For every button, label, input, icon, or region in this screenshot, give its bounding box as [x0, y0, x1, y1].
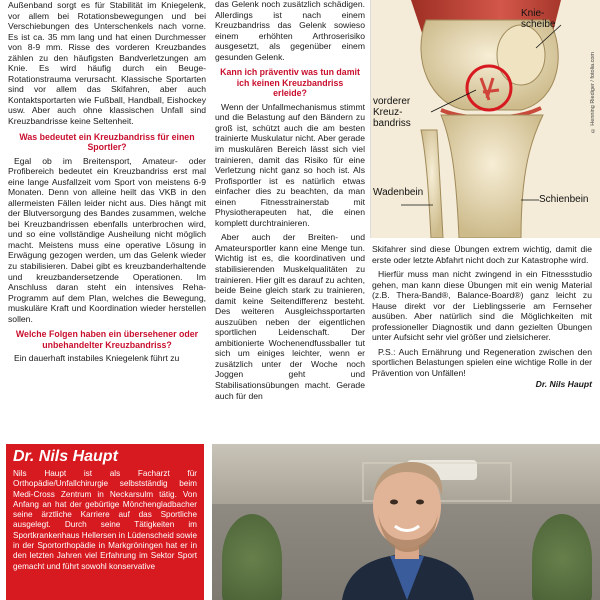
article-column-3 [372, 244, 592, 444]
article-column-1 [8, 0, 206, 442]
paragraph: Hierfür muss man nicht zwingend in ein Fitnessstudio gehen, man kann diese Übungen mit ein wenig Material (z.B. Thera-Band®, Balance-Board®) ganz leicht zu Hause direkt vor der Lieblingsserie am Fernseher ausüben. Aber natürlich sind die Möglichkeiten mit professioneller Diagnostik und dann gezielten Übungen unter Aufsicht sehr viel größer und zielsicherer. [372, 269, 592, 343]
paragraph: das Gelenk noch zusätzlich schädigen. Allerdings ist nach einem Kreuzbandriss das Gelenk sowieso einem erhöhten Arthroserisiko ausgesetzt, als gegenüber einem gesunden Gelenk. [215, 0, 365, 62]
image-credit: © Henning Riediger / fotolia.com [590, 52, 596, 134]
knee-illustration [370, 0, 600, 238]
author-bio: Nils Haupt ist als Facharzt für Orthopädie/Unfallchirurgie selbstständig beim Medi-Cross Zentrum in Neckarsulm tätig. Von Anfang an hat der gebürtige Mönchengladbacher seine ärztliche Karriere auf das Sportliche ausgelegt. Durch seine Tätigkeiten im Sportkrankenhaus Hellersen in Lüdenscheid sowie in der Sportorthopädie in Markgröningen hat er in den letzten Jahren viel Erfahrung im Sektor Sport gemacht und führt sowohl konservative [13, 469, 197, 571]
signature: Dr. Nils Haupt [535, 378, 592, 389]
paragraph: P.S.: Auch Ernährung und Regeneration zwischen den sportlichen Belastungen spielen eine wichtige Rolle in der Prävention von Unfällen! [372, 346, 592, 379]
section-heading: Was bedeutet ein Kreuzbandriss für einen Sportler? [19, 131, 195, 153]
paragraph: Egal ob im Breitensport, Amateur- oder Profibereich bedeutet ein Kreuzbandriss erst mal eine lange Ausfallzeit vom Sport von meistens 6-9 Monaten. Denn von alleine heilt das VKB in den allermeisten Fällen leider nicht aus. Dies hängt mit der Blutversorgung des Bandes zusammen, welche bei Kreuzbandrissen ebenfalls unterbrochen wird, und so eine vollständige Ausheilung nicht möglich macht. Meistens muss eine operative Lösung in Erwägung gezogen werden, um das Gelenk wieder zu stabilisieren. Dabei gibt es kreuzbanderhaltende und kreuzbandersetzende Operationen. Im Anschluss daran steht ein intensives Reha-Programm auf dem Plan, welches die Bewegung, muskuläre Kraft und Koordination wieder herstellen sollen. [8, 155, 206, 324]
paragraph: Außenband sorgt es für Stabilität im Kniegelenk, vor allem bei Rotationsbewegungen und bei Verschiebungen des Unterschenkels nach vorne. Es ist ca. 35 mm lang und hat einen Durchmesser von 8-9 mm. Risse des vorderen Kreuzbandes zählen zu den häufigsten Bandverletzungen am Knie. Es wird häufig durch ein Beuge-Rotationstrauma verursacht. Klassische Sportarten sind vor allem das Skifahren, aber auch Kontaktsportarten wie Fußball, Handball, Eishockey usw. Aber auch ohne klassischen Unfall sind Kreuzbandrisse keine Seltenheit. [8, 0, 206, 127]
portrait-eye [416, 500, 424, 505]
portrait-figure [212, 444, 600, 600]
paragraph: Skifahrer sind diese Übungen extrem wichtig, damit die erste oder letzte Abfahrt nicht doch zur Katastrophe wird. [372, 244, 592, 265]
tibia [441, 115, 543, 238]
paragraph: Aber auch der Breiten- und Amateursportler kann eine Menge tun. Wichtig ist es, die koordinativen und stabilisierenden Muskelqualitäten zu trainieren. Hier gilt es darauf zu achten, beide Beine gleich stark zu trainieren, damit keine Seitendifferenz besteht. Des weiteren Ausgleichssportarten auszuüben neben der eigentlichen sportlichen Leidenschaft. Der ambitionierte Wochenendfussballer tut sich um einiges leichter, wenn er zusätzlich unter der Woche noch Joggen geht und Stabilisationsübungen macht. Gerade auch für den [215, 232, 365, 401]
label-kniescheibe: Knie- scheibe [521, 8, 556, 30]
portrait-eye [390, 500, 398, 505]
author-photo [212, 444, 600, 600]
paragraph: Wenn der Unfallmechanismus stimmt und die Belastung auf den Bändern zu groß ist, schützt auch die am besten trainierte Muskulatur nicht. Aber gerade im muskulären Bereich lässt sich viel trainieren, damit das Risiko für eine Verletzung nicht ganz so hoch ist. Als Profisportler ist es natürlich etwas einfacher dies zu beachten, da man einen Fitnesstrainerstab mit Physiotherapeuten hat, die einen komplett durchtrainieren. [215, 101, 365, 228]
label-kreuzbandriss: vorderer Kreuz- bandriss [373, 96, 411, 129]
author-box [6, 444, 204, 600]
article-column-2 [215, 0, 365, 441]
fibula [421, 130, 443, 238]
section-heading: Kann ich präventiv was tun damit ich keinen Kreuzbandriss erleide? [220, 67, 360, 99]
paragraph: Ein dauerhaft instabiles Kniegelenk führt zu [14, 353, 180, 364]
author-name: Dr. Nils Haupt [13, 448, 118, 465]
patella [497, 25, 545, 85]
label-schienbein: Schienbein [539, 194, 589, 205]
label-wadenbein: Wadenbein [373, 187, 424, 198]
section-heading: Welche Folgen haben ein übersehener oder unbehandelter Kreuzbandriss? [15, 329, 199, 350]
